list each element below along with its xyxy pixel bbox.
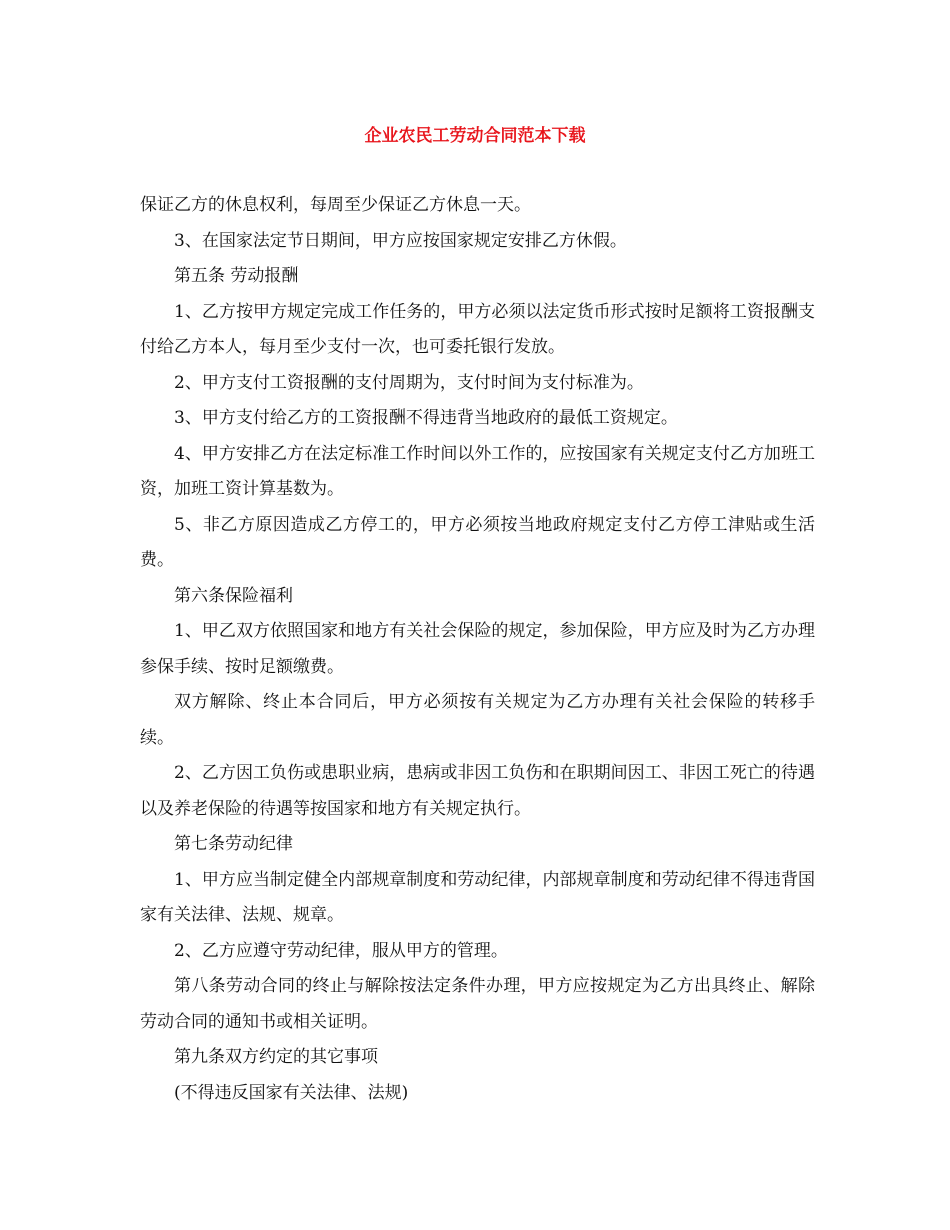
section-heading: 第七条劳动纪律 [174, 834, 293, 854]
paragraph: 2、乙方因工负伤或患职业病，患病或非因工负伤和在职期间因工、非因工死亡的待遇以及养老保险的待遇等按国家和地方有关规定执行。 [140, 763, 815, 819]
paragraph: 2、乙方应遵守劳动纪律，服从甲方的管理。 [174, 940, 508, 961]
section-heading: 第五条 劳动报酬 [174, 266, 299, 286]
section-heading: 第九条双方约定的其它事项 [174, 1047, 378, 1067]
paragraph: 保证乙方的休息权利，每周至少保证乙方休息一天。 [140, 195, 531, 215]
paragraph: 1、甲方应当制定健全内部规章制度和劳动纪律，内部规章制度和劳动纪律不得违背国家有关法律、法规、规章。 [140, 869, 815, 925]
paragraph: (不得违反国家有关法律、法规) [174, 1082, 409, 1103]
paragraph: 2、甲方支付工资报酬的支付周期为，支付时间为支付标准为。 [174, 372, 644, 393]
paragraph: 1、乙方按甲方规定完成工作任务的，甲方必须以法定货币形式按时足额将工资报酬支付给乙方本人，每月至少支付一次，也可委托银行发放。 [140, 301, 815, 357]
paragraph: 4、甲方安排乙方在法定标准工作时间以外工作的，应按国家有关规定支付乙方加班工资，加班工资计算基数为。 [140, 443, 815, 499]
section-heading: 第八条劳动合同的终止与解除按法定条件办理，甲方应按规定为乙方出具终止、解除劳动合同的通知书或相关证明。 [140, 976, 815, 1032]
paragraph: 5、非乙方原因造成乙方停工的，甲方必须按当地政府规定支付乙方停工津贴或生活费。 [140, 514, 815, 570]
document-title: 企业农民工劳动合同范本下载 [364, 126, 586, 146]
document-body [140, 188, 815, 1111]
paragraph: 1、甲乙双方依照国家和地方有关社会保险的规定，参加保险，甲方应及时为乙方办理参保手续、按时足额缴费。 [140, 621, 815, 677]
paragraph: 双方解除、终止本合同后，甲方必须按有关规定为乙方办理有关社会保险的转移手续。 [140, 692, 815, 748]
paragraph: 3、在国家法定节日期间，甲方应按国家规定安排乙方休假。 [174, 230, 627, 251]
paragraph: 3、甲方支付给乙方的工资报酬不得违背当地政府的最低工资规定。 [174, 408, 678, 428]
section-heading: 第六条保险福利 [174, 585, 293, 606]
